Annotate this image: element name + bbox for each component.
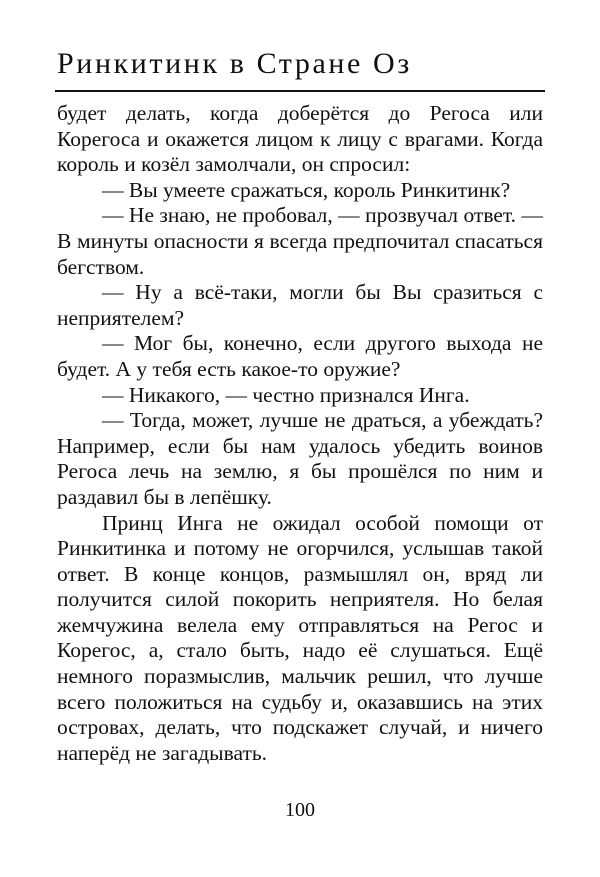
text-line: Корегос, а, стало быть, надо её слушаться. Ещё (57, 638, 543, 663)
text-line: получится силой покорить неприятеля. Но белая (57, 587, 543, 612)
text-line: король и козёл замолчали, он спросил: (57, 152, 411, 177)
page-number: 100 (285, 799, 315, 821)
text-line: будет. А у тебя есть какое-то оружие? (57, 356, 401, 381)
text-line: островах, делать, что подскажет случай, и ничего (57, 715, 543, 740)
text-line: ответ. В конце концов, размышлял он, вряд ли (57, 561, 543, 586)
text-line: Регоса лечь на землю, я бы прошёлся по ним и (57, 459, 543, 484)
text-line: Принц Инга не ожидал особой помощи от (102, 510, 543, 535)
text-line: неприятелем? (57, 305, 185, 330)
text-line: — Вы умеете сражаться, король Ринкитинк? (102, 177, 511, 202)
text-line: жемчужина велела ему отправляться на Регос и (57, 612, 543, 637)
text-line: — Никакого, — честно признался Инга. (102, 382, 470, 407)
text-line: Например, если бы нам удалось убедить воинов (57, 433, 543, 458)
text-line: Ринкитинка и потому не огорчился, услышав такой (57, 536, 543, 561)
text-line: немного поразмыслив, мальчик решил, что лучше (57, 664, 543, 689)
text-line: — Не знаю, не пробовал, — прозвучал ответ. — (102, 203, 543, 228)
text-line: раздавил бы в лепёшку. (57, 484, 272, 509)
text-line: В минуты опасности я всегда предпочитал спасаться (57, 228, 543, 253)
text-line: всего положиться на судьбу и, оказавшись на этих (57, 689, 543, 714)
text-line: — Ну а всё-таки, могли бы Вы сразиться с (102, 280, 543, 305)
text-line: наперёд не загадывать. (57, 740, 268, 765)
body-text (57, 101, 543, 766)
header-rule (55, 90, 545, 92)
text-line: бегством. (57, 254, 145, 279)
text-line: Корегоса и окажется лицом к лицу с врагами. Когда (57, 126, 543, 151)
text-line: будет делать, когда доберётся до Регоса или (57, 101, 543, 125)
text-line: — Тогда, может, лучше не драться, а убеждать? (102, 408, 543, 433)
text-line: — Мог бы, конечно, если другого выхода не (102, 331, 543, 356)
running-header-title: Ринкитинк в Стране Оз (57, 47, 412, 80)
